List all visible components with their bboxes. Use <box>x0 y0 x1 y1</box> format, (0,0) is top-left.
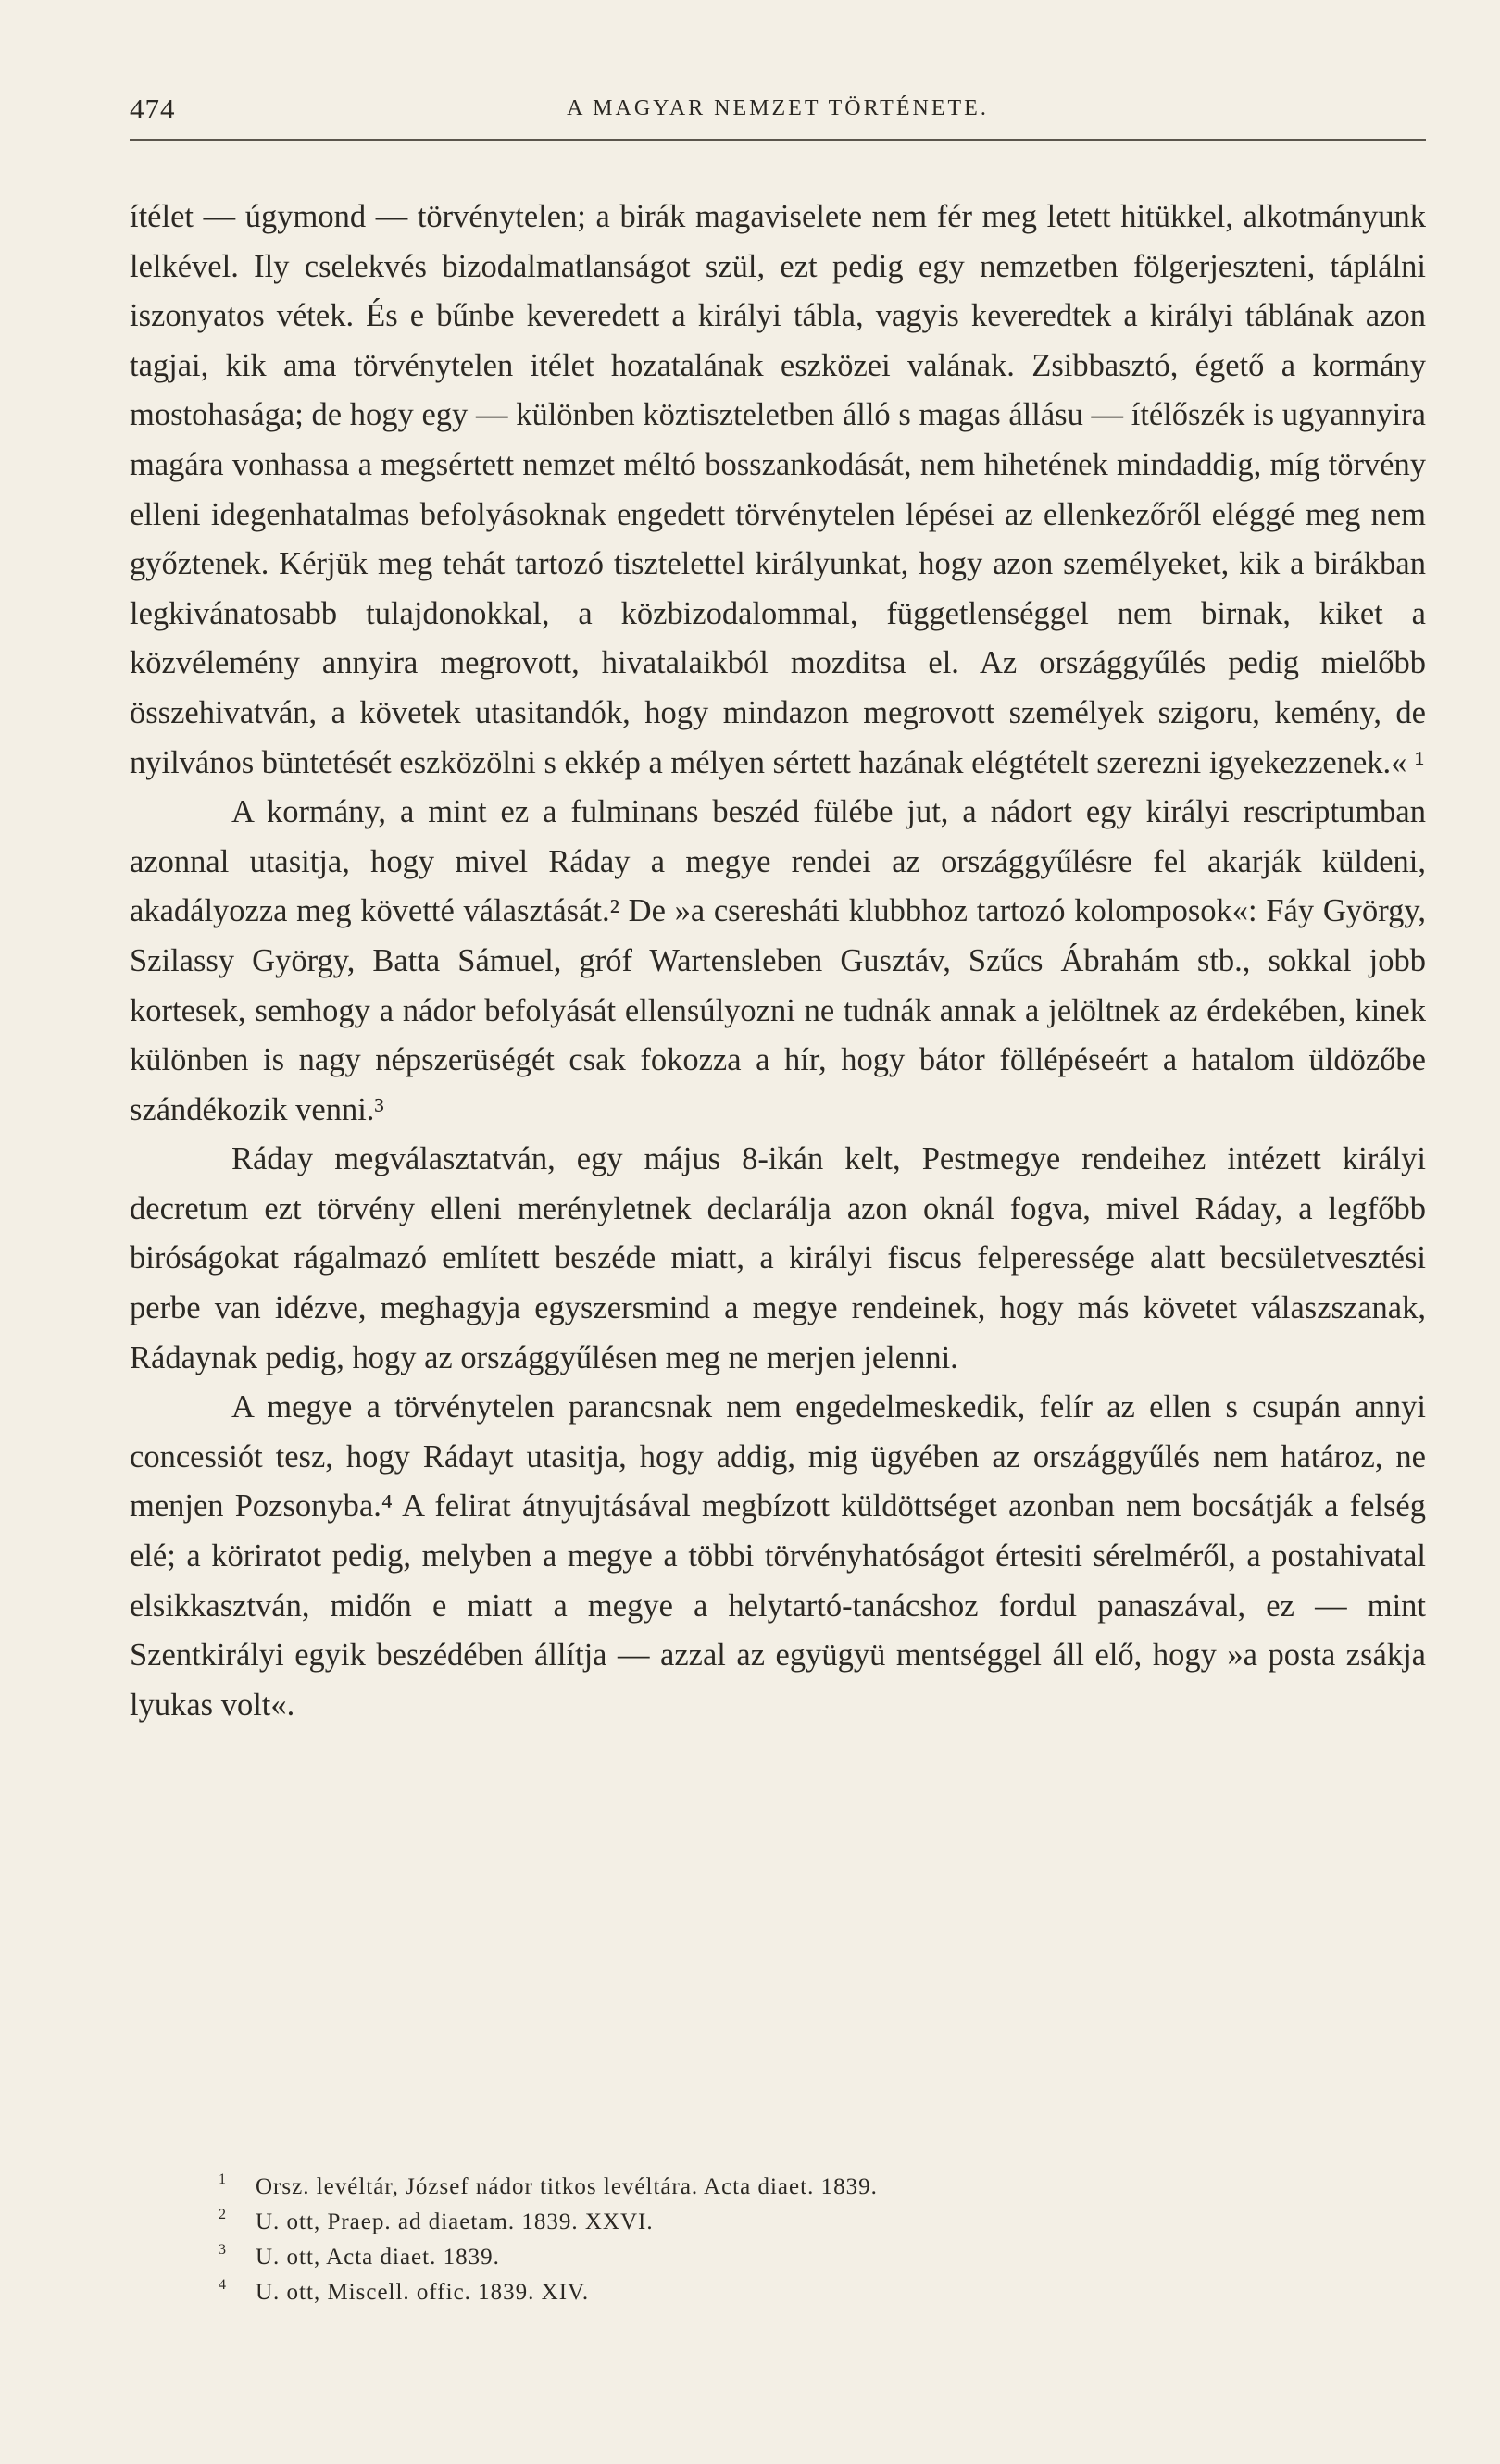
footnote-mark: 3 <box>219 2242 227 2258</box>
body-text <box>130 193 1426 1730</box>
footnote-mark: 1 <box>219 2172 227 2187</box>
page-header <box>130 93 1426 141</box>
footnote <box>219 2240 1330 2275</box>
footnote <box>219 2275 1330 2310</box>
footnote-text: Orsz. levéltár, József nádor titkos levéltára. Acta diaet. 1839. <box>256 2174 878 2199</box>
footnote <box>219 2170 1330 2205</box>
footnote-mark: 4 <box>219 2277 227 2293</box>
footnote-text: U. ott, Miscell. offic. 1839. XIV. <box>256 2280 590 2305</box>
paragraph: A megye a törvénytelen parancsnak nem engedelmeskedik, felír az ellen s csupán annyi concessiót tesz, hogy Rádayt utasitja, hogy addig, mig ügyében az országgyűlés nem határoz, ne menjen Pozsonyba.⁴ A felirat átnyujtásával megbízott küldöttséget azonban nem bocsátják a felség elé; a köriratot pedig, melyben a megye a többi törvényhatóságot értesiti sérelméről, a postahivatal elsikkasztván, midőn e miatt a megye a helytartó-tanácshoz fordul panaszával, ez — mint Szentkirályi egyik beszédében állítja — azzal az együgyü mentséggel áll elő, hogy »a posta zsákja lyukas volt«. <box>130 1389 1426 1723</box>
footnote-mark: 2 <box>219 2207 227 2222</box>
paragraph: A kormány, a mint ez a fulminans beszéd fülébe jut, a nádort egy királyi rescriptumban azonnal utasitja, hogy mivel Ráday a megye rendei az országgyűlésre fel akarják küldeni, akadályozza meg követté választását.² De »a cseresháti klubbhoz tartozó kolomposok«: Fáy György, Szilassy György, Batta Sámuel, gróf Wartensleben Gusztáv, Szűcs Ábrahám stb., sokkal jobb kortesek, semhogy a nádor befolyását ellensúlyozni ne tudnák annak a jelöltnek az érdekében, kinek különben is nagy népszerüségét csak fokozza a hír, hogy bátor föllépéseért a hatalom üldözőbe szándékozik venni.³ <box>130 794 1426 1127</box>
footnote-text: U. ott, Acta diaet. 1839. <box>256 2245 500 2270</box>
paragraph: ítélet — úgymond — törvénytelen; a birák magaviselete nem fér meg letett hitükkel, alkotmányunk lelkével. Ily cselekvés bizodalmatlanságot szül, ezt pedig egy nemzetben fölgerjeszteni, táplálni iszonyatos vétek. És e bűnbe keveredett a királyi tábla, vagyis keveredtek a királyi táblának azon tagjai, kik ama törvénytelen itélet hozatalának eszközei valának. Zsibbasztó, égető a kormány mostohasága; de hogy egy — különben köztiszteletben álló s magas állásu — ítélőszék is ugyannyira magára vonhassa a megsértett nemzet méltó bosszankodását, nem hihetének mindaddig, míg törvény elleni idegenhatalmas befolyásoknak engedett törvénytelen lépései az ellenkezőről eléggé meg nem győztenek. Kérjük meg tehát tartozó tisztelettel királyunkat, hogy azon személyeket, kik a birákban legkivánatosabb tulajdonokkal, a közbizodalommal, függetlenséggel nem birnak, kiket a közvélemény annyira megrovott, hivatalaikból mozditsa el. Az országgyűlés pedig mielőbb összehivatván, a követek utasitandók, hogy mindazon megrovott személyek szigoru, kemény, de nyilvános büntetését eszközölni s ekkép a mélyen sértett hazának elégtételt szerezni igyekezzenek.« ¹ <box>130 199 1426 780</box>
paragraph: Ráday megválasztatván, egy május 8-ikán kelt, Pestmegye rendeihez intézett királyi decretum ezt törvény elleni merényletnek declarálja azon oknál fogva, mivel Ráday, a legfőbb biróságokat rágalmazó említett beszéde miatt, a királyi fiscus felperessége alatt becsületvesztési perbe van idézve, meghagyja egyszersmind a megye rendeinek, hogy más követet válaszszanak, Rádaynak pedig, hogy az országgyűlésen meg ne merjen jelenni. <box>130 1141 1426 1375</box>
footnote <box>219 2205 1330 2240</box>
footnotes <box>219 2170 1330 2310</box>
footnote-text: U. ott, Praep. ad diaetam. 1839. XXVI. <box>256 2209 654 2234</box>
page-number: 474 <box>130 93 176 125</box>
running-title: A MAGYAR NEMZET TÖRTÉNETE. <box>567 96 989 120</box>
